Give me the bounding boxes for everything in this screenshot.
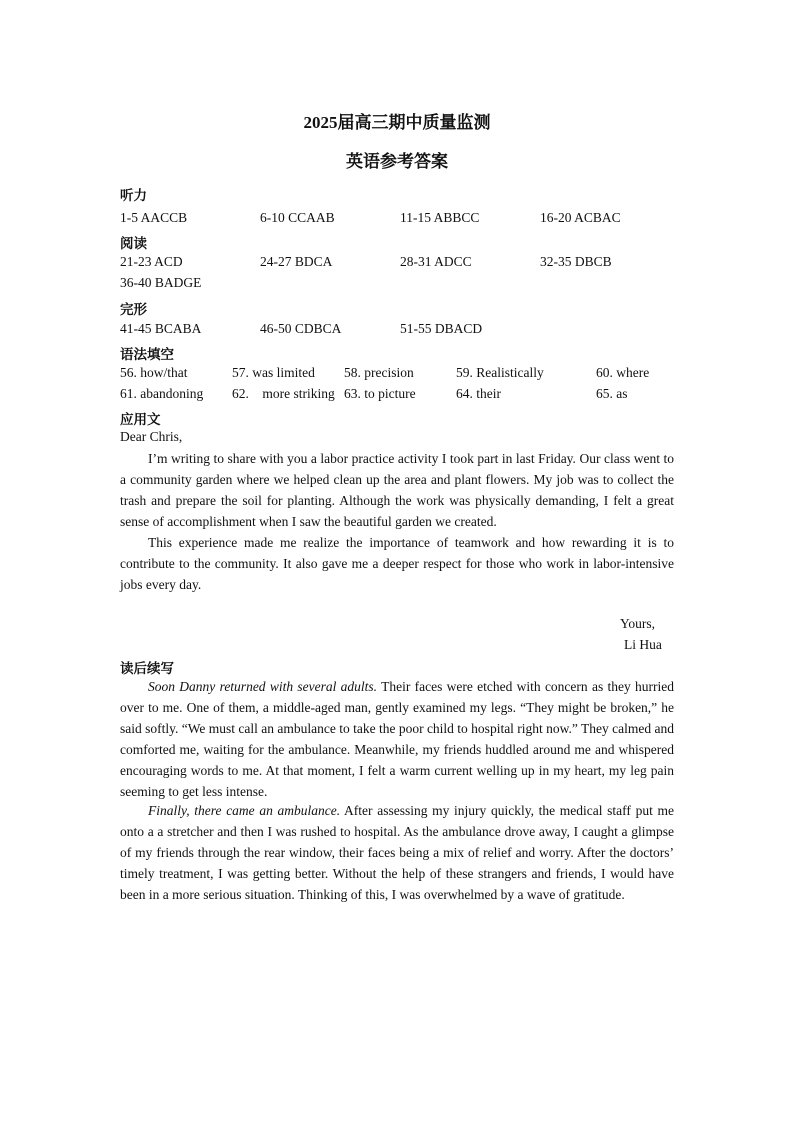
paragraph-lead-sentence: Soon Danny returned with several adults. <box>148 679 378 694</box>
letter-closing: Yours, <box>620 616 656 631</box>
page-subtitle: 英语参考答案 <box>346 152 448 171</box>
answer-group: 41-45 BCABA <box>120 321 202 336</box>
continuation-paragraph <box>120 676 674 802</box>
section-heading-reading: 阅读 <box>120 236 147 252</box>
answer-group: 51-55 DBACD <box>400 321 483 336</box>
answer-group: 6-10 CCAAB <box>260 210 335 225</box>
paragraph-body: After assessing my injury quickly, the medical staff put me onto a a stretcher and then I was rushed to hospital. As the ambulance drove away, I caught a glimpse of my friends through the rear window, their faces being a mix of relief and worry. After the doctors’ timely treatment, I was getting better. Without the help of these strangers and friends, I would have been in a more serious situation. Thinking of this, I was overwhelmed by a wave of gratitude. <box>120 803 674 902</box>
letter-paragraph: I’m writing to share with you a labor practice activity I took part in last Friday. Our class went to a community garden where we helped clean up the area and plant flowers. My job was to collect the trash and prepare the soil for planting. Although the work was physically demanding, I felt a great sense of accomplishment when I saw the beautiful garden we created. <box>120 451 674 529</box>
paragraph-lead-sentence: Finally, there came an ambulance. <box>148 803 341 818</box>
grammar-answer: 59. Realistically <box>456 365 544 380</box>
letter-paragraph: This experience made me realize the importance of teamwork and how rewarding it is to contribute to the community. It also gave me a deeper respect for those who work in labor-intensive jobs every day. <box>120 535 674 592</box>
section-heading-listening: 听力 <box>120 188 147 204</box>
answer-group: 36-40 BADGE <box>120 275 202 290</box>
section-heading-grammar: 语法填空 <box>120 347 174 363</box>
grammar-answer: 60. where <box>596 365 650 380</box>
answer-group: 16-20 ACBAC <box>540 210 621 225</box>
answer-group: 21-23 ACD <box>120 254 183 269</box>
grammar-answer: 58. precision <box>344 365 414 380</box>
page-title: 2025届高三期中质量监测 <box>303 113 491 132</box>
section-heading-cloze: 完形 <box>120 302 147 318</box>
letter-greeting: Dear Chris, <box>120 429 183 444</box>
grammar-answer: 64. their <box>456 386 501 401</box>
answer-group: 24-27 BDCA <box>260 254 333 269</box>
continuation-paragraph <box>120 800 674 905</box>
grammar-answer: 57. was limited <box>232 365 315 380</box>
grammar-answer: 65. as <box>596 386 628 401</box>
answer-group: 46-50 CDBCA <box>260 321 342 336</box>
grammar-answer: 63. to picture <box>344 386 416 401</box>
grammar-answer: 61. abandoning <box>120 386 204 401</box>
grammar-answer: 62. more striking <box>232 386 335 401</box>
answer-group: 1-5 AACCB <box>120 210 188 225</box>
letter-signature: Li Hua <box>624 637 662 652</box>
answer-group: 11-15 ABBCC <box>400 210 480 225</box>
answer-group: 28-31 ADCC <box>400 254 472 269</box>
paragraph-body: Their faces were etched with concern as they hurried over to me. One of them, a middle-aged man, gently examined my legs. “They might be broken,” he said softly. “We must call an ambulance to take the poor child to hospital right now.” They calmed and comforted me, waiting for the ambulance. Meanwhile, my friends huddled around me and whispered encouraging words to me. At that moment, I felt a warm current welling up in my heart, my leg pain seeming to get less intense. <box>120 679 675 799</box>
section-heading-continuation-writing: 读后续写 <box>120 661 174 677</box>
section-heading-practical-writing: 应用文 <box>120 412 161 428</box>
grammar-answer: 56. how/that <box>120 365 188 380</box>
answer-group: 32-35 DBCB <box>540 254 612 269</box>
